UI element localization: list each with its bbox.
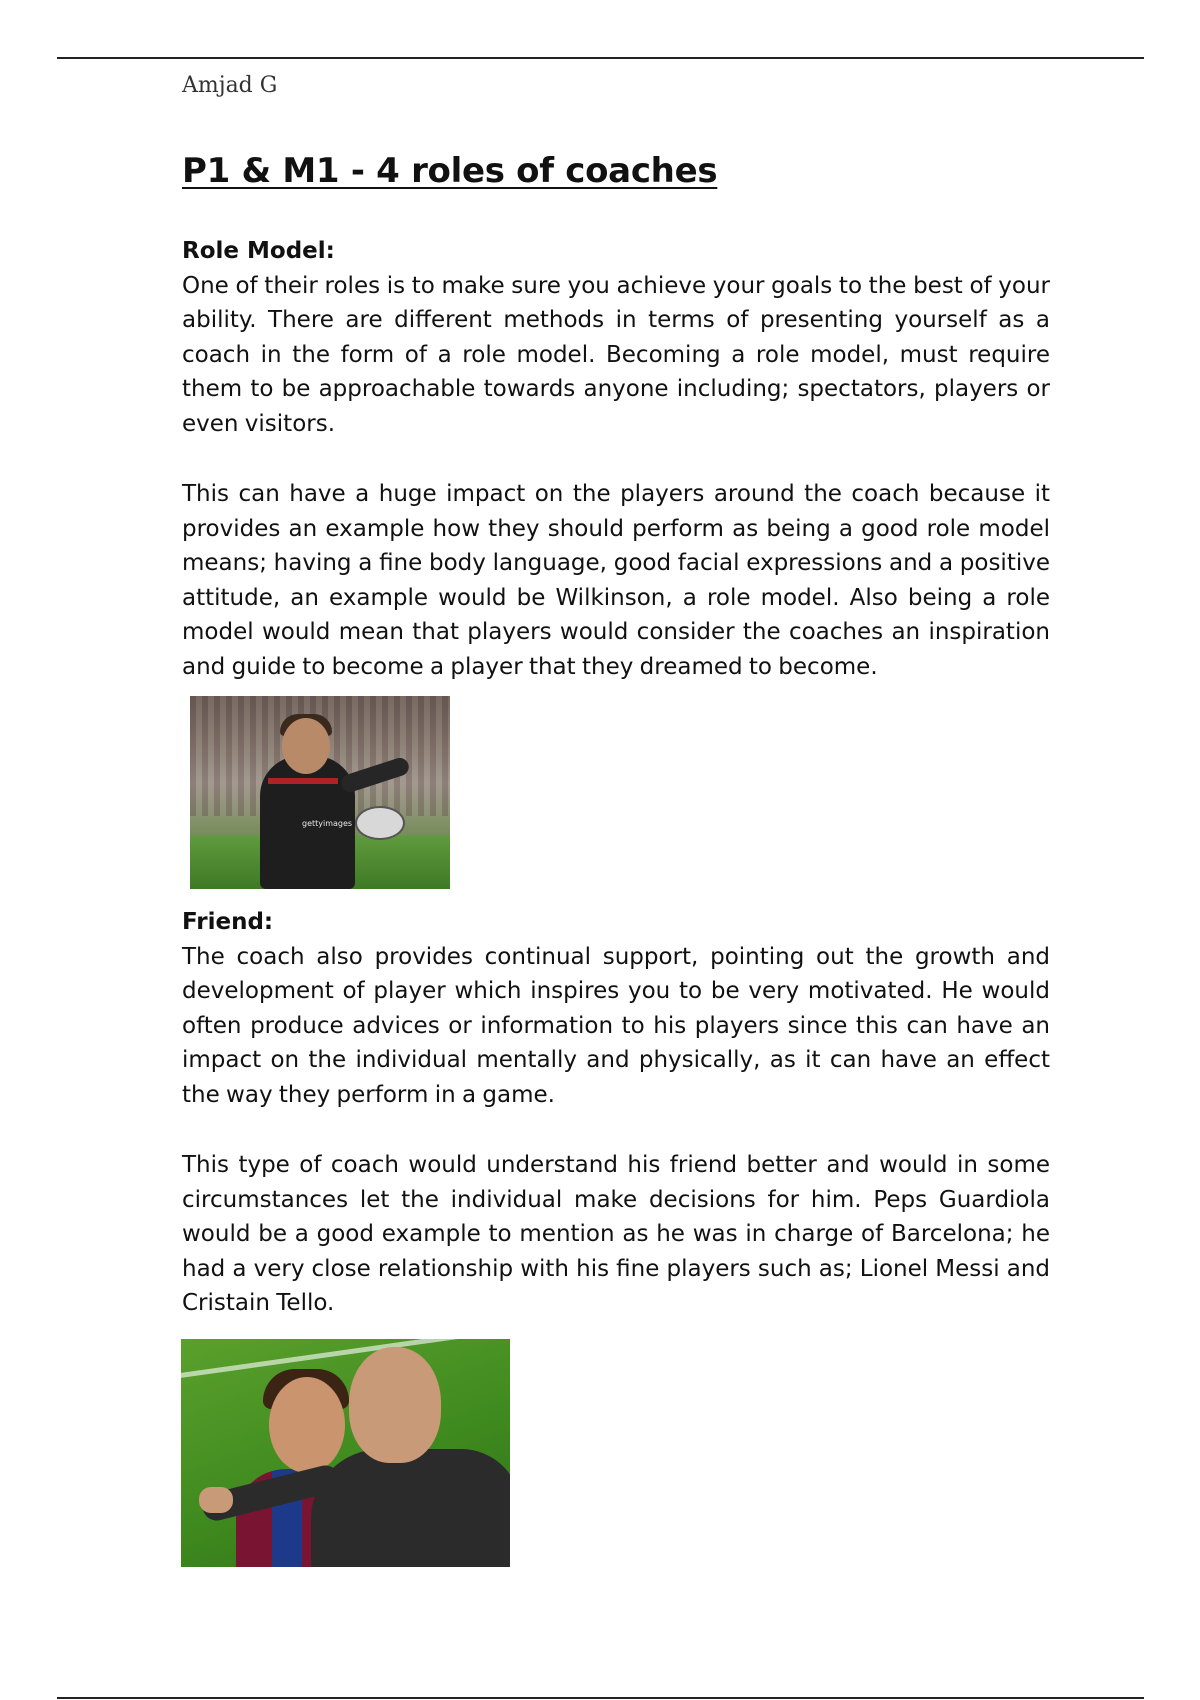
- header-rule: [57, 57, 1144, 59]
- section-role-model: [182, 234, 1050, 889]
- section-heading-role-model: Role Model:: [182, 238, 335, 264]
- document-body: [182, 66, 1050, 1567]
- author-name: Amjad G: [182, 73, 278, 98]
- paragraph-gap: [182, 1112, 1050, 1148]
- photo-watermark: gettyimages: [302, 819, 353, 828]
- section-friend: [182, 905, 1050, 1567]
- section-heading-friend: Friend:: [182, 909, 274, 935]
- footer-rule: [57, 1697, 1144, 1699]
- photo-coach-with-rugby-ball: [190, 696, 450, 889]
- paragraph-role-model-2: This can have a huge impact on the players around the coach because it provides an example how they should perform as being a good role model means; having a fine body language, good facial expressions and a positive attitude, an example would be Wilkinson, a role model. Also being a role model would mean that players would consider the coaches an inspiration and guide to become a player that they dreamed to become.: [182, 481, 1050, 680]
- paragraph-gap: [182, 441, 1050, 477]
- document-title: P1 & M1 - 4 roles of coaches: [182, 151, 718, 191]
- paragraph-friend-2: This type of coach would understand his friend better and would in some circumstances let the individual make decisions for him. Peps Guardiola would be a good example to mention as he was in charge of Barcelona; he had a very close relationship with his fine players such as; Lionel Messi and Cristain Tello.: [182, 1152, 1050, 1316]
- paragraph-role-model-1: One of their roles is to make sure you achieve your goals to the best of your ability. There are different methods in terms of presenting yourself as a coach in the form of a role model. Becoming a role model, must require them to be approachable towards anyone including; spectators, players or even visitors.: [182, 272, 1050, 437]
- paragraph-friend-1: The coach also provides continual support, pointing out the growth and development of player which inspires you to be very motivated. He would often produce advices or information to his players since this can have an impact on the individual mentally and physically, as it can have an effect the way they perform in a game.: [182, 943, 1050, 1108]
- photo-coach-embracing-player: [181, 1339, 510, 1567]
